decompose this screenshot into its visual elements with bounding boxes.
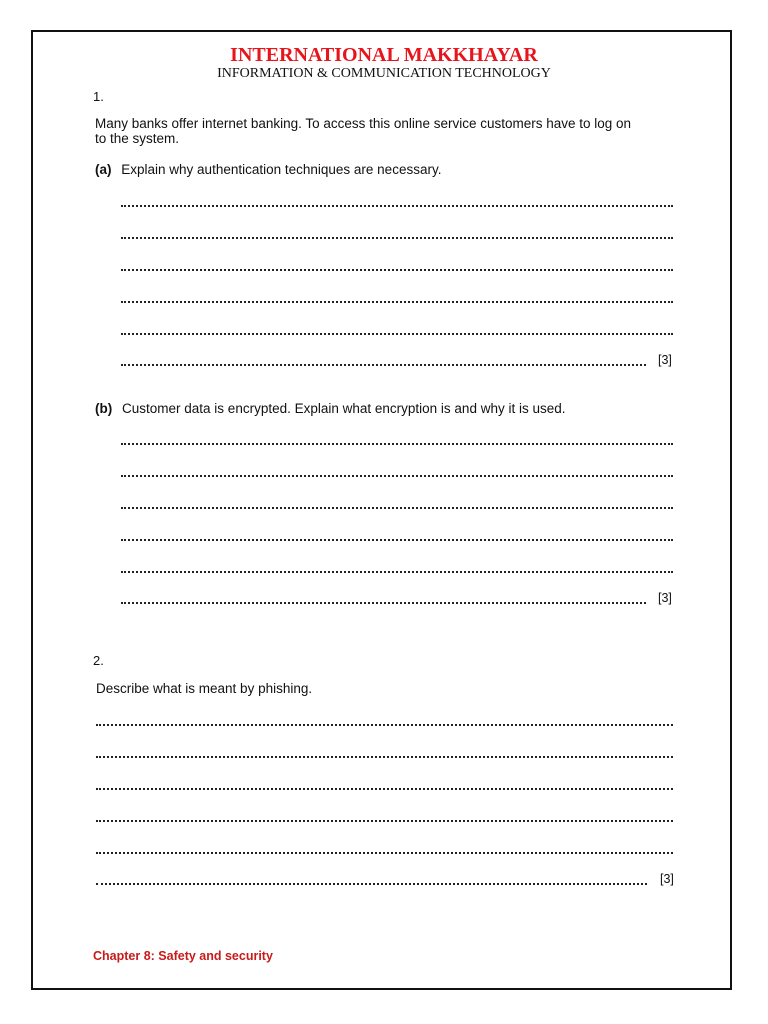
answer-line-1b-4[interactable] [121, 539, 673, 541]
part-a-label: (a) [95, 162, 112, 177]
question-1-intro-line-1: Many banks offer internet banking. To access this online service customers have to log on [95, 116, 632, 131]
answer-line-1b-2[interactable] [121, 475, 673, 477]
question-2-prompt: Describe what is meant by phishing. [96, 681, 313, 696]
answer-line-1a-1[interactable] [121, 205, 673, 207]
part-b-mark: [3] [658, 591, 672, 605]
answer-line-1b-3[interactable] [121, 507, 673, 509]
answer-line-1a-4[interactable] [121, 301, 673, 303]
question-2-number: 2. [93, 653, 104, 668]
answer-line-1b-5[interactable] [121, 571, 673, 573]
question-1b-prompt [95, 401, 566, 416]
answer-line-2-3[interactable] [96, 788, 673, 790]
answer-line-1b-1[interactable] [121, 443, 673, 445]
answer-line-2-6[interactable] [96, 883, 647, 885]
school-title: INTERNATIONAL MAKKHAYAR [230, 44, 538, 66]
answer-line-1a-5[interactable] [121, 333, 673, 335]
question-1-intro-line-2: to the system. [95, 131, 180, 146]
answer-line-2-4[interactable] [96, 820, 673, 822]
part-b-text: Customer data is encrypted. Explain what encryption is and why it is used. [122, 401, 566, 416]
question-1a-prompt [95, 162, 441, 177]
part-a-mark: [3] [658, 353, 672, 367]
question-2-mark: [3] [660, 872, 674, 886]
answer-line-1a-6[interactable] [121, 364, 646, 366]
answer-line-1a-3[interactable] [121, 269, 673, 271]
answer-line-2-1[interactable] [96, 724, 673, 726]
answer-line-1b-6[interactable] [121, 602, 646, 604]
question-1-number: 1. [93, 89, 104, 104]
part-b-label: (b) [95, 401, 113, 416]
answer-line-2-2[interactable] [96, 756, 673, 758]
chapter-footer: Chapter 8: Safety and security [93, 949, 273, 963]
answer-line-2-5[interactable] [96, 852, 673, 854]
subject-title: INFORMATION & COMMUNICATION TECHNOLOGY [217, 66, 551, 81]
answer-line-1a-2[interactable] [121, 237, 673, 239]
part-a-text: Explain why authentication techniques are necessary. [121, 162, 442, 177]
